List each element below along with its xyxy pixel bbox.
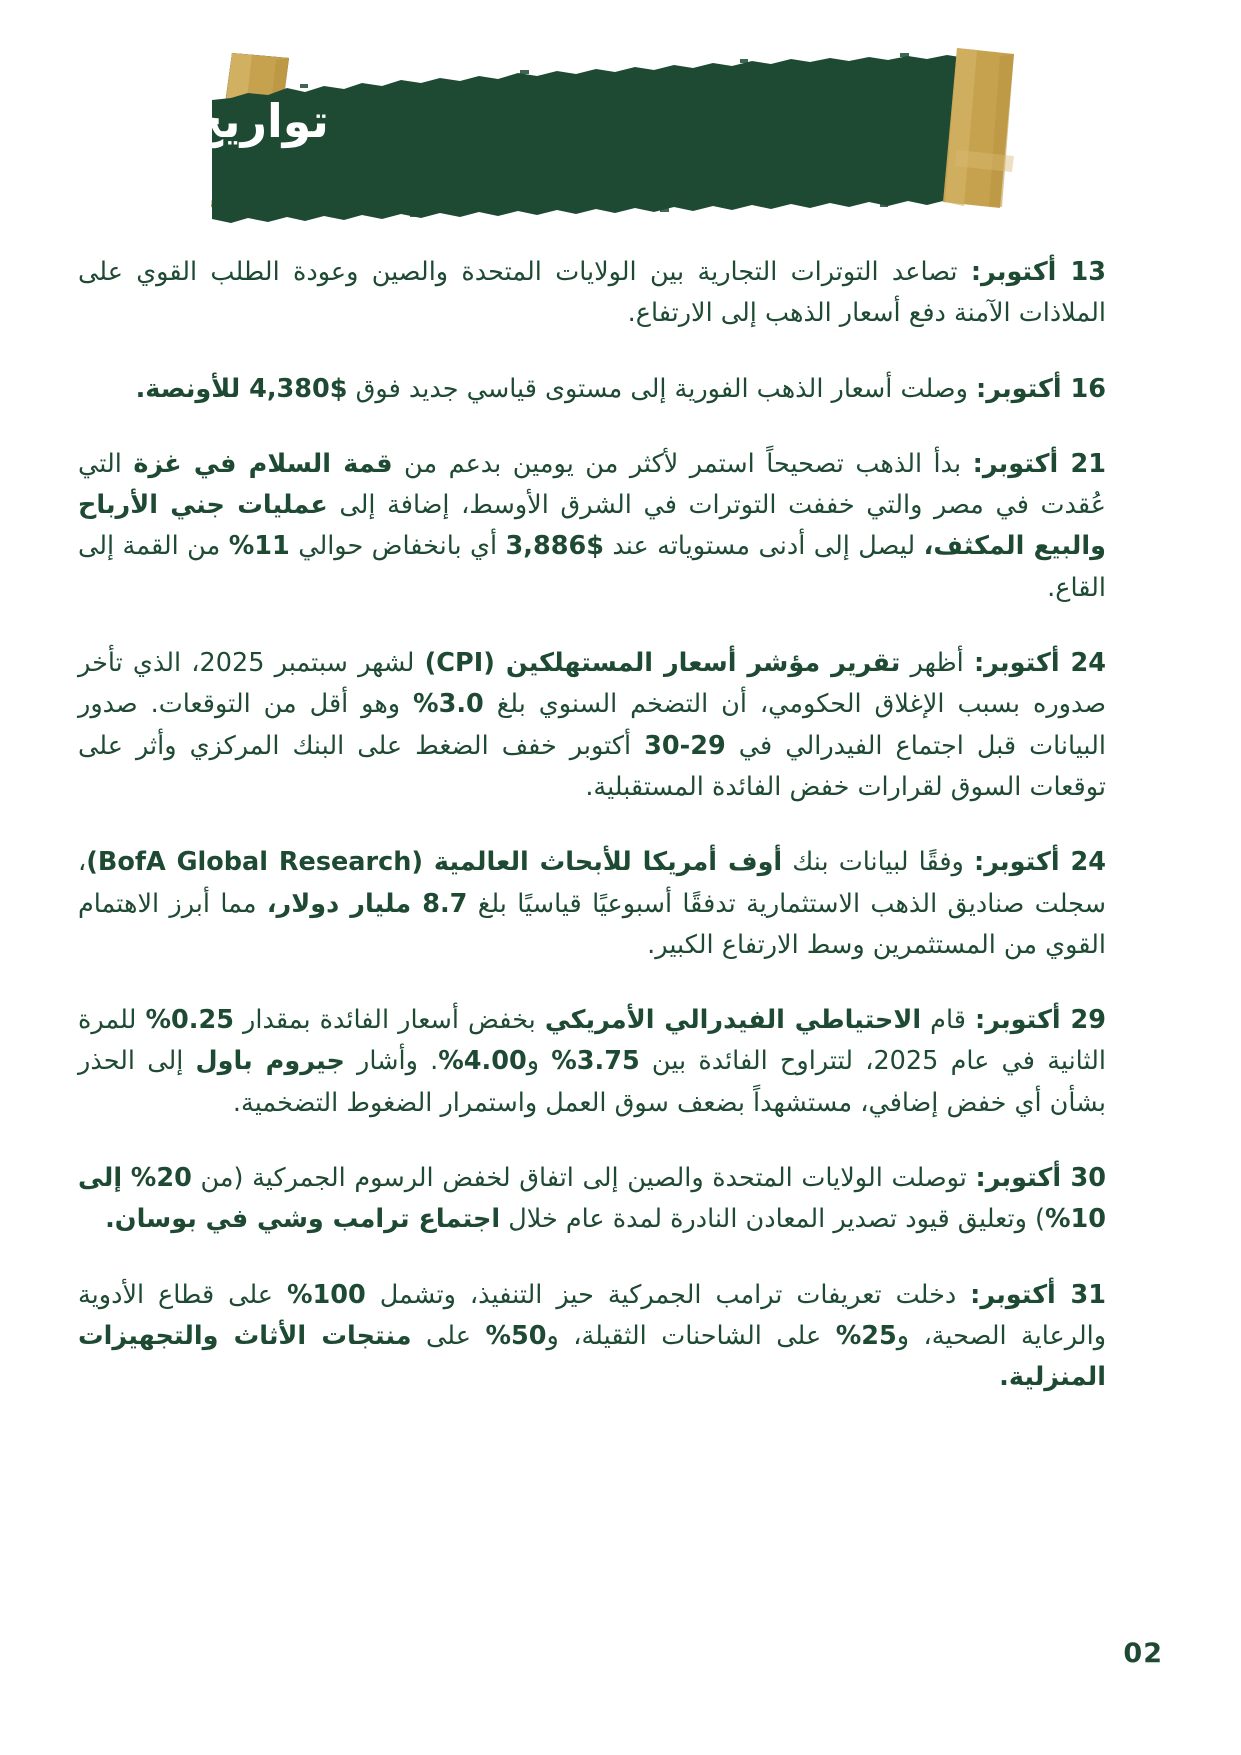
- timeline-entry-oct-31: 31 أكتوبر: دخلت تعريفات ترامب الجمركية حيز التنفيذ، وتشمل 100% على قطاع الأدوية والرعاية الصحية، و25% على الشاحنات الثقيلة، و50% على منتجات الأثاث والتجهيزات المنزلية.: [78, 1279, 1107, 1393]
- entries-list: [78, 252, 1106, 1399]
- timeline-entry-oct-24-bofa: 24 أكتوبر: وفقًا لبيانات بنك أوف أمريكا للأبحاث العالمية (BofA Global Research)، سجلت صناديق الذهب الاستثمارية تدفقًا أسبوعيًا قياسيًا بلغ 8.7 مليار دولار، مما أبرز الاهتمام القوي من المستثمرين وسط الارتفاع الكبير.: [78, 847, 1107, 960]
- timeline-entry-oct-16: 16 أكتوبر: وصلت أسعار الذهب الفورية إلى مستوى قياسي جديد فوق $4,380 للأونصة.: [135, 373, 1106, 404]
- page-number: 02: [1123, 1638, 1163, 1669]
- timeline-entry-oct-30: 30 أكتوبر: توصلت الولايات المتحدة والصين إلى اتفاق لخفض الرسوم الجمركية (من 20% إلى 10%) وتعليق قيود تصدير المعادن النادرة لمدة عام خلال اجتماع ترامب وشي في بوسان.: [78, 1163, 1107, 1235]
- timeline-entry-oct-13: 13 أكتوبر: تصاعد التوترات التجارية بين الولايات المتحدة والصين وعودة الطلب القوي على الملاذات الآمنة دفع أسعار الذهب إلى الارتفاع.: [78, 257, 1106, 329]
- page-header-banner: [0, 0, 1241, 250]
- timeline-entry-oct-21: 21 أكتوبر: بدأ الذهب تصحيحاً استمر لأكثر من يومين بدعم من قمة السلام في غزة التي عُقدت في مصر والتي خففت التوترات في الشرق الأوسط، إضافة إلى عمليات جني الأرباح والبيع المكثف، ليصل إلى أدنى مستوياته عند $3,886 أي بانخفاض حوالي 11% من القمة إلى القاع.: [78, 448, 1106, 603]
- page-title: [0, 96, 1035, 147]
- timeline-entry-oct-24-cpi: 24 أكتوبر: أظهر تقرير مؤشر أسعار المستهلكين (CPI) لشهر سبتمبر 2025، الذي تأخر صدوره بسبب الإغلاق الحكومي، أن التضخم السنوي بلغ 3.0% وهو أقل من التوقعات. صدور البيانات قبل اجتماع الفيدرالي في 29-30 أكتوبر خفف الضغط على البنك المركزي وأثر على توقعات السوق لقرارات خفض الفائدة المستقبلية.: [78, 648, 1107, 802]
- timeline-entry-oct-29: 29 أكتوبر: قام الاحتياطي الفيدرالي الأمريكي بخفض أسعار الفائدة بمقدار 0.25% للمرة الثانية في عام 2025، لتتراوح الفائدة بين 3.75% و4.00%. وأشار جيروم باول إلى الحذر بشأن أي خفض إضافي، مستشهداً بضعف سوق العمل واستمرار الضغوط التضخمية.: [78, 1005, 1106, 1118]
- page-title-text: تواريخ محورية: [12, 94, 329, 148]
